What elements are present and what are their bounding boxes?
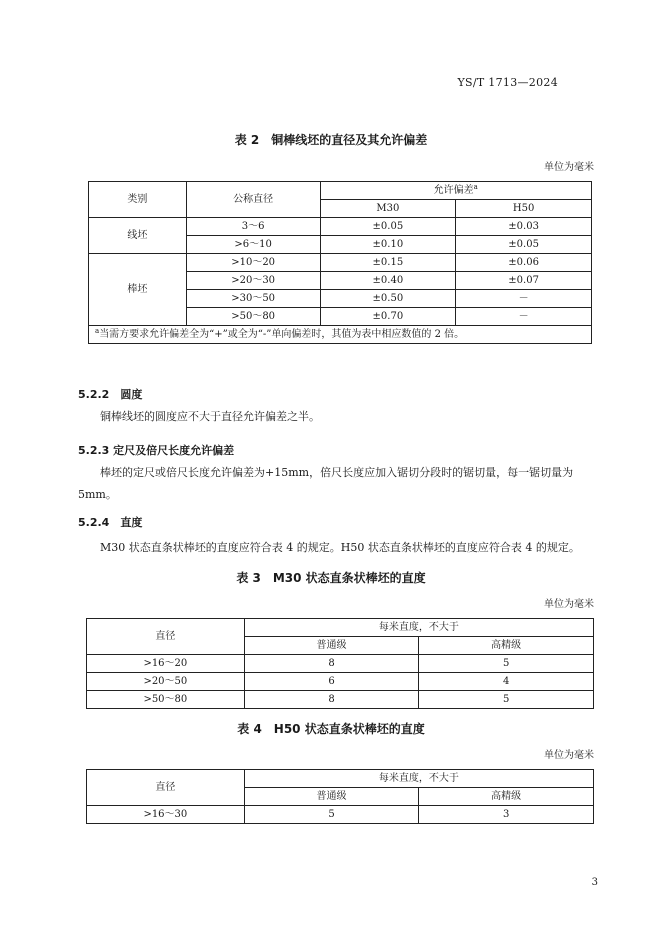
table2-h50-cell: － xyxy=(456,308,592,326)
table3-header-diameter: 直径 xyxy=(87,619,245,655)
page-number: 3 xyxy=(591,877,598,888)
table4-caption: 表 4 H50 状态直条状棒坯的直度 xyxy=(237,722,425,736)
table3-unit: 单位为毫米 xyxy=(544,599,594,610)
table3 xyxy=(86,618,594,709)
table2-diameter-cell: >6～10 xyxy=(186,236,320,254)
table4-header-high: 高精级 xyxy=(419,788,594,806)
table2-m30-cell: ±0.05 xyxy=(320,218,456,236)
table2 xyxy=(88,181,592,344)
table-row xyxy=(87,806,594,824)
table4 xyxy=(86,769,594,824)
table4-header-diameter: 直径 xyxy=(87,770,245,806)
standard-code: YS/T 1713—2024 xyxy=(457,76,558,89)
table3-header-straightness: 每米直度，不大于 xyxy=(244,619,593,637)
table2-diameter-cell: >30～50 xyxy=(186,290,320,308)
table2-m30-cell: ±0.70 xyxy=(320,308,456,326)
table4-header-normal: 普通级 xyxy=(244,788,419,806)
table2-diameter-cell: 3～6 xyxy=(186,218,320,236)
table3-header-normal: 普通级 xyxy=(244,637,419,655)
table3-diameter-cell: >16～20 xyxy=(87,655,245,673)
footnote-marker: a xyxy=(95,327,100,335)
table2-header-m30: M30 xyxy=(320,200,456,218)
table2-header-category: 类别 xyxy=(89,182,187,218)
table2-header-h50: H50 xyxy=(456,200,592,218)
table3-high-cell: 5 xyxy=(419,655,594,673)
table3-diameter-cell: >20～50 xyxy=(87,673,245,691)
table2-m30-cell: ±0.50 xyxy=(320,290,456,308)
table-row xyxy=(87,691,594,709)
table2-h50-cell: ±0.06 xyxy=(456,254,592,272)
section-522-text: 铜棒线坯的圆度应不大于直径允许偏差之半。 xyxy=(100,410,320,423)
table4-diameter-cell: >16～30 xyxy=(87,806,245,824)
table3-header-high: 高精级 xyxy=(419,637,594,655)
table3-high-cell: 4 xyxy=(419,673,594,691)
table2-diameter-cell: >50～80 xyxy=(186,308,320,326)
table3-normal-cell: 8 xyxy=(244,655,419,673)
table3-diameter-cell: >50～80 xyxy=(87,691,245,709)
table-row xyxy=(87,673,594,691)
section-523-heading: 5.2.3 定尺及倍尺长度允许偏差 xyxy=(78,444,235,457)
table-row xyxy=(87,655,594,673)
table4-header-straightness: 每米直度，不大于 xyxy=(244,770,593,788)
table2-h50-cell: ±0.03 xyxy=(456,218,592,236)
section-522-heading: 5.2.2 圆度 xyxy=(78,388,143,401)
section-524-text: M30 状态直条状棒坯的直度应符合表 4 的规定。H50 状态直条状棒坯的直度应符合表 4 的规定。 xyxy=(100,541,580,554)
section-523-text: 棒坯的定尺或倍尺长度允许偏差为+15mm，倍尺长度应加入锯切分段时的锯切量，每一锯切量为 5mm。 xyxy=(78,466,574,501)
table2-diameter-cell: >10～20 xyxy=(186,254,320,272)
table3-high-cell: 5 xyxy=(419,691,594,709)
table2-m30-cell: ±0.10 xyxy=(320,236,456,254)
footnote-marker: a xyxy=(473,183,478,191)
table2-diameter-cell: >20～30 xyxy=(186,272,320,290)
table2-m30-cell: ±0.40 xyxy=(320,272,456,290)
table2-h50-cell: ±0.05 xyxy=(456,236,592,254)
table2-category-cell: 棒坯 xyxy=(89,254,187,326)
table-row xyxy=(89,218,592,236)
table2-footnote: $^a$当需方要求允许偏差全为“+”或全为“-”单向偏差时，其值为表中相应数值的 2 倍。 xyxy=(89,326,592,344)
table2-header-diameter: 公称直径 xyxy=(186,182,320,218)
table3-normal-cell: 6 xyxy=(244,673,419,691)
table4-unit: 单位为毫米 xyxy=(544,750,594,761)
table2-h50-cell: ±0.07 xyxy=(456,272,592,290)
table4-normal-cell: 5 xyxy=(244,806,419,824)
table2-header-tolerance: 允许偏差$^a$ xyxy=(320,182,592,200)
table4-high-cell: 3 xyxy=(419,806,594,824)
table2-h50-cell: － xyxy=(456,290,592,308)
table3-caption: 表 3 M30 状态直条状棒坯的直度 xyxy=(236,571,426,585)
table3-normal-cell: 8 xyxy=(244,691,419,709)
table-row xyxy=(89,254,592,272)
section-524-heading: 5.2.4 直度 xyxy=(78,516,143,529)
table2-category-cell: 线坯 xyxy=(89,218,187,254)
table2-m30-cell: ±0.15 xyxy=(320,254,456,272)
table2-unit: 单位为毫米 xyxy=(544,162,594,173)
table2-caption: 表 2 铜棒线坯的直径及其允许偏差 xyxy=(234,133,428,147)
